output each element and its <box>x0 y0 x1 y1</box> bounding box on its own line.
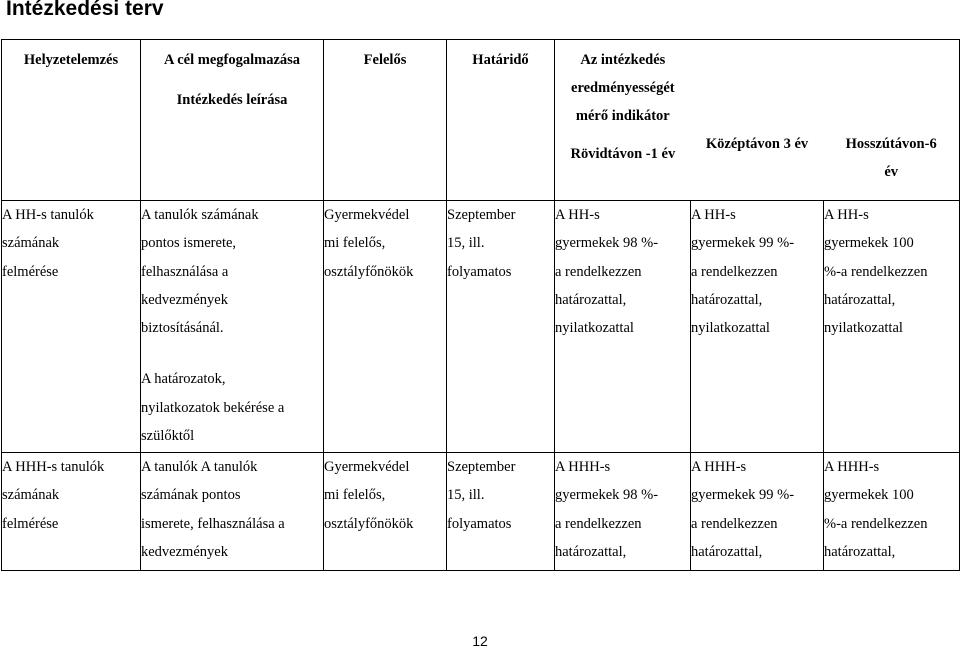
cell-situation: A HHH-s tanulók számának felmérése <box>2 453 141 571</box>
cell-long-term: A HH-s gyermekek 100 %-a rendelkezzen határozattal, nyilatkozattal <box>824 201 960 453</box>
cell-responsible: Gyermekvédel mi felelős, osztályfőnökök <box>324 453 447 571</box>
cell-mid-term: A HH-s gyermekek 99 %- a rendelkezzen határozattal, nyilatkozattal <box>691 201 824 453</box>
cell-goal: A tanulók számának pontos ismerete, felhasználása a kedvezmények biztosításánál. A határozatok, nyilatkozatok bekérése a szülőktől <box>141 201 324 453</box>
cell-deadline: Szeptember 15, ill. folyamatos <box>447 453 555 571</box>
header-mid-term: Középtávon 3 év <box>705 136 809 152</box>
table-row <box>2 201 960 453</box>
header-short-term: Az intézkedés eredményességét mérő indikátor Rövidtávon -1 év <box>570 52 676 162</box>
header-indicator <box>555 40 960 201</box>
cell-deadline: Szeptember 15, ill. folyamatos <box>447 201 555 453</box>
cell-short-term: A HHH-s gyermekek 98 %- a rendelkezzen határozattal, <box>555 453 691 571</box>
cell-short-term: A HH-s gyermekek 98 %- a rendelkezzen határozattal, nyilatkozattal <box>555 201 691 453</box>
cell-situation: A HH-s tanulók számának felmérése <box>2 201 141 453</box>
table-header-row <box>2 40 960 201</box>
cell-long-term: A HHH-s gyermekek 100 %-a rendelkezzen határozattal, <box>824 453 960 571</box>
header-deadline: Határidő <box>447 40 555 201</box>
cell-goal: A tanulók A tanulók számának pontos ismerete, felhasználása a kedvezmények <box>141 453 324 571</box>
header-responsible: Felelős <box>324 40 447 201</box>
header-goal: A cél megfogalmazása Intézkedés leírása <box>141 40 324 201</box>
cell-responsible: Gyermekvédel mi felelős, osztályfőnökök <box>324 201 447 453</box>
page-number: 12 <box>472 633 488 649</box>
page-title: Intézkedési terv <box>6 0 164 20</box>
header-long-term: Hosszútávon-6 év <box>845 136 937 180</box>
table-row <box>2 453 960 571</box>
header-situation: Helyzetelemzés <box>2 40 141 201</box>
cell-mid-term: A HHH-s gyermekek 99 %- a rendelkezzen határozattal, <box>691 453 824 571</box>
action-plan-table <box>1 39 960 571</box>
